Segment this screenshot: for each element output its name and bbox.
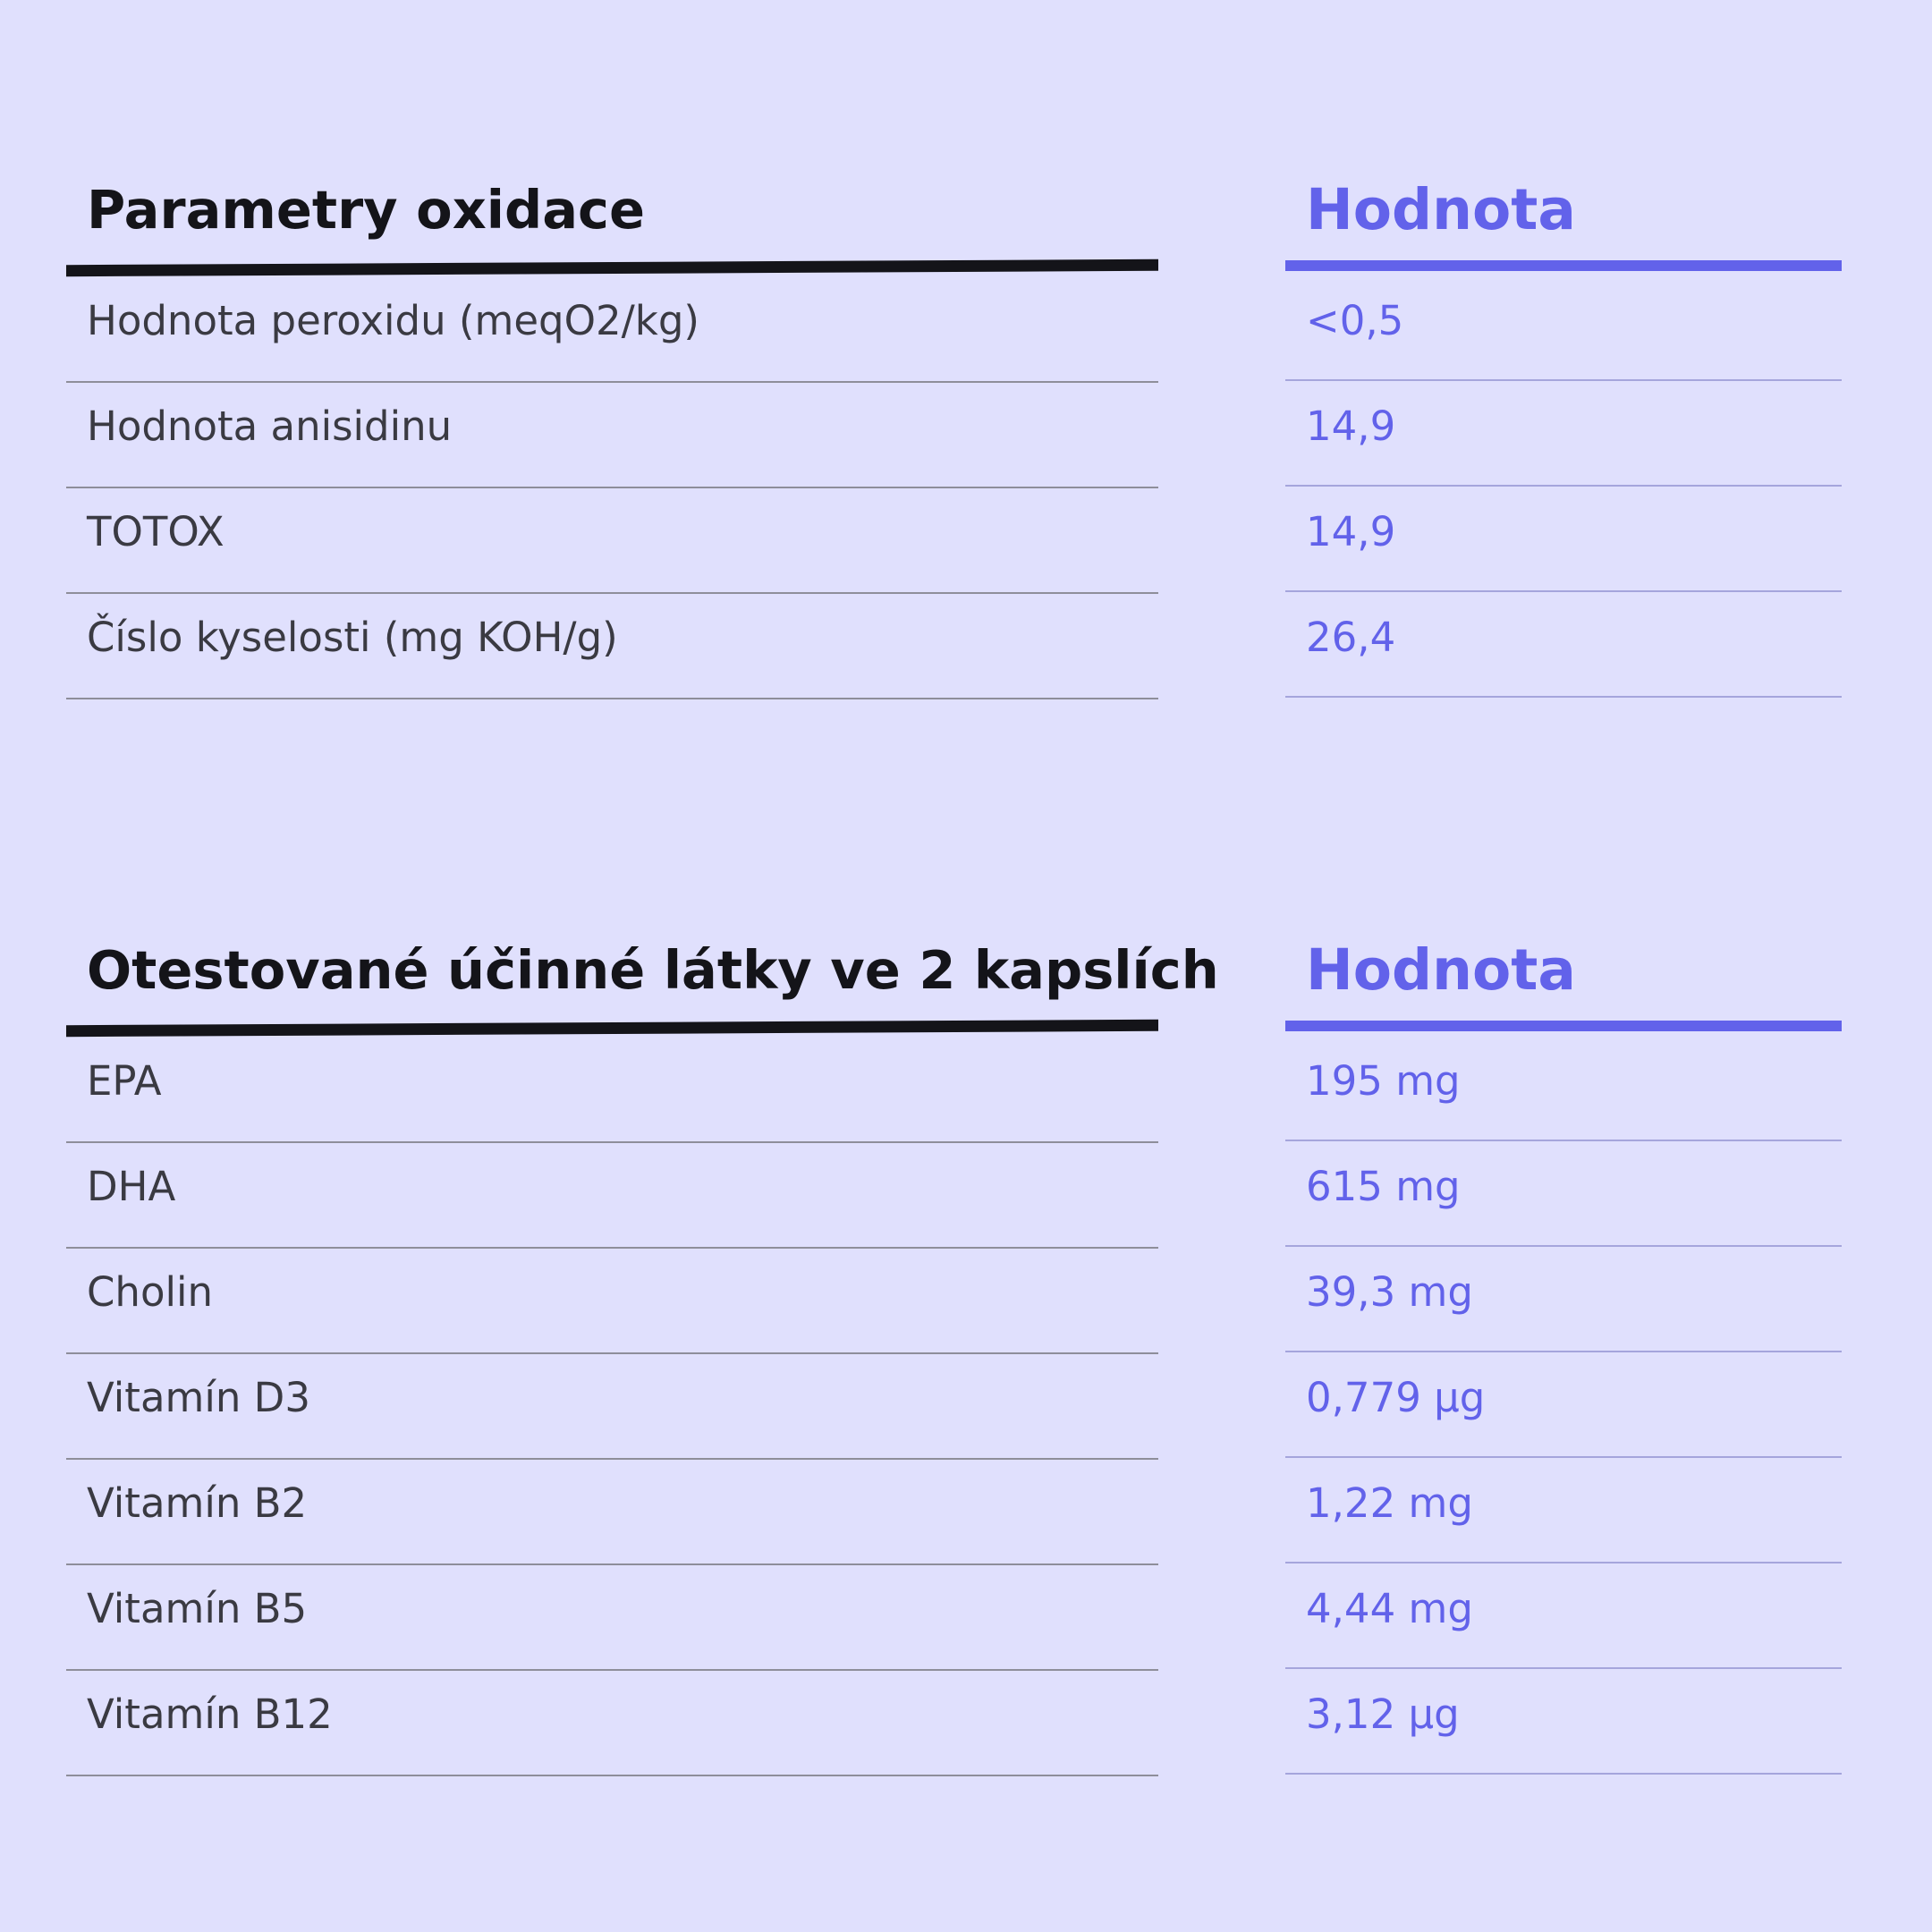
- table-row: [66, 1565, 1841, 1671]
- row-value-divider: [1285, 590, 1842, 592]
- row-label: Hodnota peroxidu (meqO2/kg): [87, 297, 699, 344]
- row-value-divider: [1285, 1245, 1842, 1247]
- row-value: 39,3 mg: [1306, 1268, 1473, 1316]
- row-value-divider: [1285, 1562, 1842, 1563]
- actives-value-header-divider: [1285, 1021, 1842, 1031]
- row-value-divider: [1285, 1456, 1842, 1458]
- row-value-divider: [1285, 1667, 1842, 1669]
- oxidation-table-title: Parametry oxidace: [87, 179, 646, 241]
- row-divider: [66, 698, 1158, 699]
- oxidation-table-header: [66, 170, 1841, 277]
- table-row: [66, 1038, 1841, 1143]
- row-value: 14,9: [1306, 402, 1396, 450]
- oxidation-value-header-divider: [1285, 260, 1842, 271]
- actives-header-divider: [66, 1020, 1158, 1037]
- table-row: [66, 1249, 1841, 1354]
- row-value: 14,9: [1306, 508, 1396, 555]
- oxidation-table: [66, 170, 1841, 699]
- row-label: Vitamín B5: [87, 1585, 308, 1632]
- actives-value-column-title: Hodnota: [1306, 937, 1576, 1003]
- table-row: [66, 383, 1841, 488]
- oxidation-value-column-title: Hodnota: [1306, 177, 1576, 242]
- row-value-divider: [1285, 1140, 1842, 1141]
- row-label: EPA: [87, 1057, 162, 1105]
- table-row: [66, 1671, 1841, 1776]
- actives-table-title: Otestované účinné látky ve 2 kapslích: [87, 939, 1219, 1001]
- row-value: 1,22 mg: [1306, 1479, 1473, 1527]
- row-value: <0,5: [1306, 297, 1404, 344]
- row-label: TOTOX: [87, 508, 225, 555]
- actives-table: [66, 930, 1841, 1776]
- row-value: 26,4: [1306, 614, 1396, 661]
- row-label: Hodnota anisidinu: [87, 402, 453, 450]
- table-row: [66, 1460, 1841, 1565]
- table-row: [66, 1354, 1841, 1460]
- row-value-divider: [1285, 379, 1842, 381]
- row-label: Vitamín D3: [87, 1374, 310, 1421]
- row-value: 195 mg: [1306, 1057, 1461, 1105]
- row-value-divider: [1285, 696, 1842, 698]
- row-label: Číslo kyselosti (mg KOH/g): [87, 614, 618, 661]
- row-label: Vitamín B2: [87, 1479, 308, 1527]
- row-value-divider: [1285, 1773, 1842, 1775]
- row-value: 3,12 µg: [1306, 1690, 1460, 1738]
- row-divider: [66, 1775, 1158, 1776]
- row-label: Cholin: [87, 1268, 213, 1316]
- row-value-divider: [1285, 485, 1842, 487]
- row-value: 615 mg: [1306, 1163, 1461, 1210]
- row-value: 4,44 mg: [1306, 1585, 1473, 1632]
- row-label: DHA: [87, 1163, 176, 1210]
- table-row: [66, 1143, 1841, 1249]
- table-row: [66, 594, 1841, 699]
- actives-table-header: [66, 930, 1841, 1038]
- row-value: 0,779 µg: [1306, 1374, 1486, 1421]
- table-row: [66, 488, 1841, 594]
- row-value-divider: [1285, 1351, 1842, 1352]
- oxidation-header-divider: [66, 259, 1158, 276]
- table-row: [66, 277, 1841, 383]
- row-label: Vitamín B12: [87, 1690, 333, 1738]
